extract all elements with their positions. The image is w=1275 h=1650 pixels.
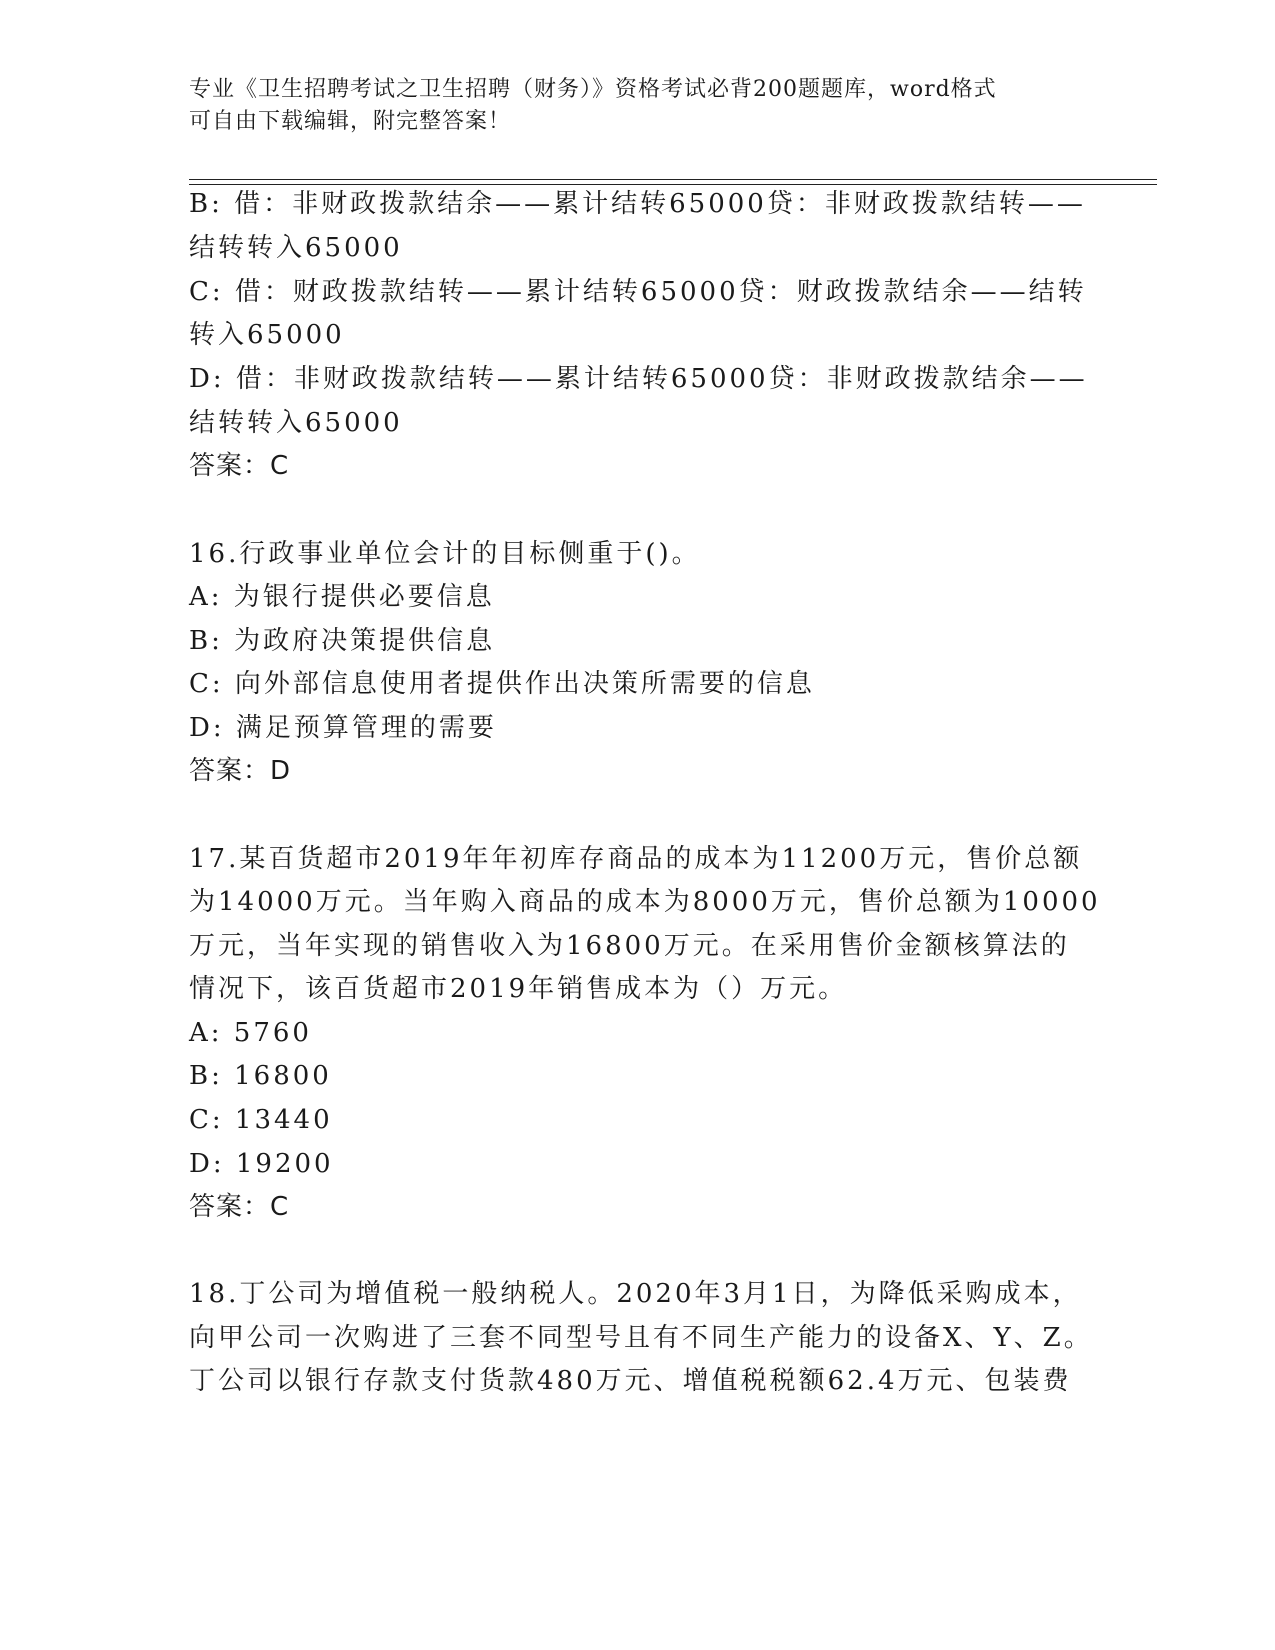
option-a: A: 5760 — [189, 1018, 312, 1048]
option-b-line-2: 结转转入65000 — [189, 233, 403, 263]
header-divider-top — [189, 179, 1157, 180]
question-text-line-3: 丁公司以银行存款支付货款480万元、增值税税额62.4万元、包装费 — [189, 1366, 1072, 1396]
answer: 答案：C — [189, 451, 290, 481]
option-c-line-2: 转入65000 — [189, 320, 345, 350]
option-c: C: 13440 — [189, 1105, 333, 1135]
option-d: D: 满足预算管理的需要 — [189, 713, 497, 743]
header-divider-bottom — [189, 184, 1157, 185]
question-text-line-2: 向甲公司一次购进了三套不同型号且有不同生产能力的设备X、Y、Z。 — [189, 1323, 1093, 1353]
option-d: D: 19200 — [189, 1149, 334, 1179]
question-text-line-1: 18.丁公司为增值税一般纳税人。2020年3月1日，为降低采购成本， — [189, 1279, 1082, 1309]
option-b: B: 为政府决策提供信息 — [189, 626, 496, 656]
question-text-line-4: 情况下，该百货超市2019年销售成本为（）万元。 — [189, 974, 848, 1004]
question-text-line-1: 17.某百货超市2019年年初库存商品的成本为11200万元，售价总额 — [189, 844, 1083, 874]
question-text: 16.行政事业单位会计的目标侧重于()。 — [189, 539, 701, 569]
option-a: A: 为银行提供必要信息 — [189, 582, 495, 612]
answer: 答案：C — [189, 1192, 290, 1222]
option-b: B: 16800 — [189, 1061, 332, 1091]
option-c: C: 向外部信息使用者提供作出决策所需要的信息 — [189, 669, 815, 699]
question-text-line-2: 为14000万元。当年购入商品的成本为8000万元，售价总额为10000 — [189, 887, 1101, 917]
header-line-2: 可自由下载编辑，附完整答案！ — [189, 109, 512, 134]
question-text-line-3: 万元，当年实现的销售收入为16800万元。在采用售价金额核算法的 — [189, 931, 1070, 961]
answer: 答案：D — [189, 756, 292, 786]
header-line-1: 专业《卫生招聘考试之卫生招聘（财务）》资格考试必背200题题库，word格式 — [189, 77, 997, 102]
option-d-line-2: 结转转入65000 — [189, 408, 403, 438]
option-c-line-1: C: 借：财政拨款结转——累计结转65000贷：财政拨款结余——结转 — [189, 277, 1087, 307]
option-b-line-1: B: 借：非财政拨款结余——累计结转65000贷：非财政拨款结转—— — [189, 189, 1086, 219]
option-d-line-1: D: 借：非财政拨款结转——累计结转65000贷：非财政拨款结余—— — [189, 364, 1088, 394]
header-title — [189, 74, 1069, 138]
